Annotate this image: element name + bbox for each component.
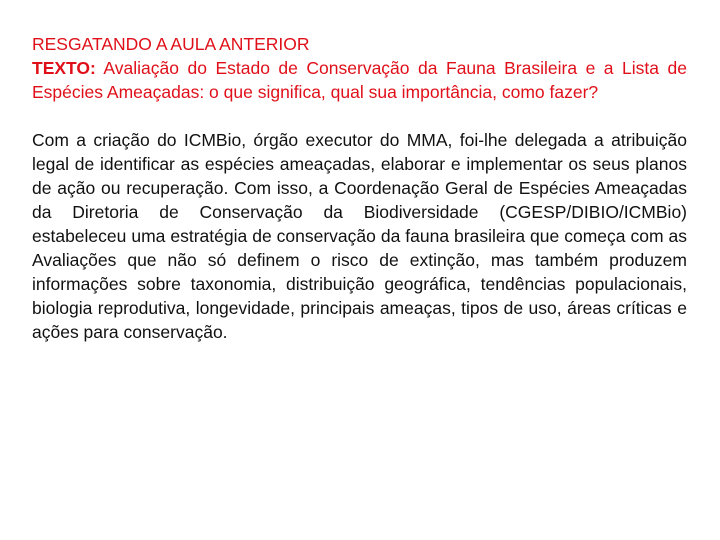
- body-paragraph: Com a criação do ICMBio, órgão executor do MMA, foi-lhe delegada a atribuição legal de identificar as espécies ameaçadas, elaborar e implementar os seus planos de ação ou recuperação. Com isso, a Coordenação Geral de Espécies Ameaçadas da Diretoria de Conservação da Biodiversidade (CGESP/DIBIO/ICMBio) estabeleceu uma estratégia de conservação da fauna brasileira que começa com as Avaliações que não só definem o risco de extinção, mas também produzem informações sobre taxonomia, distribuição geográfica, tendências populacionais, biologia reprodutiva, longevidade, principais ameaças, tipos de uso, áreas críticas e ações para conservação.: [32, 130, 687, 342]
- heading-block: [32, 32, 687, 104]
- slide-heading: RESGATANDO A AULA ANTERIOR: [32, 34, 310, 54]
- slide-content: [32, 32, 687, 362]
- text-title: Avaliação do Estado de Conservação da Fauna Brasileira e a Lista de Espécies Ameaçadas: o que significa, qual sua importância, como fazer?: [32, 58, 687, 102]
- text-label: TEXTO:: [32, 58, 96, 78]
